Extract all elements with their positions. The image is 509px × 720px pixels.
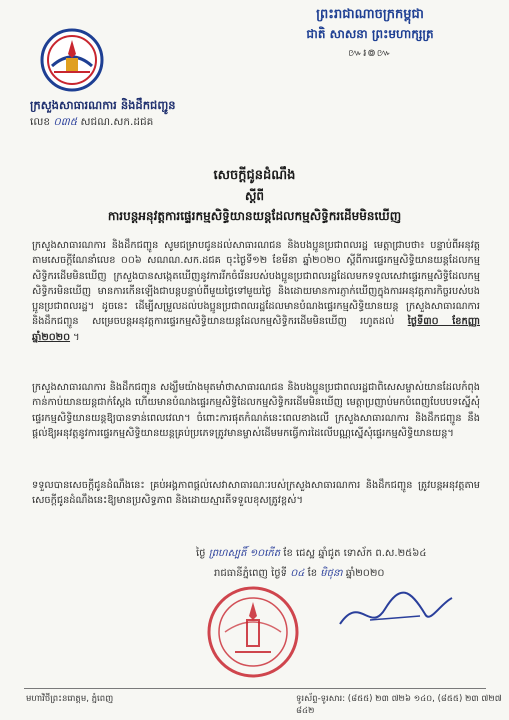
reference-number xyxy=(30,116,153,131)
solar-year: ឆ្នាំ២០២០ xyxy=(345,568,385,579)
p1-text: ក្រសួងសាធារណការ និងដឹកជញ្ជូន សូមជម្រាបជូនដល់សាធារណជន និងបងប្អូនប្រជាពលរដ្ឋ មេត្តាជ្រាបថា៖ បន្ទាប់ពីអនុវត្តតាមសេចក្តីណែនាំលេខ ០០៦ សណណ.សក.ដជគ ចុះថ្ងៃទី១២ ខែមីនា ឆ្នាំ២០២០ ស្តីពីការផ្ទេរកម្មសិទ្ធិយានយន្តដែលកម្មសិទ្ធិករដើមមិនឃើញ ក្រសួងបានសង្កេតឃើញនូវការរីកចំរើនរបស់បងប្អូនប្រជាពលរដ្ឋដែលមកទទួលសេវាផ្ទេរកម្មសិទ្ធិដែលកម្មសិទ្ធិករមិនឃើញ មានការកើនឡើងជាបន្តបន្ទាប់ពីមួយថ្ងៃទៅមួយថ្ងៃ និងដោយមានការភ្ញាក់ឃើញក្នុងការអនុវត្តភារកិច្ចរបស់បងប្អូនប្រជាពលរដ្ឋ។ ដូចនេះ ដើម្បីសម្រួលដល់បងប្អូនប្រជាពលរដ្ឋដែលមានបំណងផ្ទេរកម្មសិទ្ធិយានយន្ត ក្រសួងសាធារណការ និងដឹកជញ្ជូន សម្រេចបន្តអនុវត្តការផ្ទេរកម្មសិទ្ធិយានយន្តដែលកម្មសិទ្ធិករដើមមិនឃើញ រហូតដល់ xyxy=(32,240,480,328)
ref-prefix: លេខ xyxy=(30,116,50,128)
notice-subject: ការបន្តអនុវត្តការផ្ទេរកម្មសិទ្ធិយានយន្តដែលកម្មសិទ្ធិករដើមមិនឃើញ xyxy=(107,209,402,223)
solar-date xyxy=(214,566,494,581)
header-ornament: ៚៛៙៚ xyxy=(348,48,392,59)
kingdom-title: ព្រះរាជាណាចក្រកម្ពុជា xyxy=(316,7,424,22)
body-paragraph-3: ទទួលបានសេចក្តីជូនដំណឹងនេះ គ្រប់អង្គភាពផ្តល់សេវាសាធារណៈរបស់ក្រសួងសាធារណការ និងដឹកជញ្ជូន ត្រូវបន្តអនុវត្តតាមសេចក្តីជូនដំណឹងនេះឱ្យមានប្រសិទ្ធភាព និងដោយស្មារតីទទួលខុសត្រូវខ្ពស់។ xyxy=(32,480,480,507)
footer-address: មហាវិថីព្រះនរោត្តម, ភ្នំពេញ xyxy=(26,694,114,704)
solar-month: មិថុនា xyxy=(320,568,343,579)
official-stamp-icon xyxy=(205,582,340,680)
solar-day: ០៤ xyxy=(290,568,305,579)
solar-month-prefix: ខែ xyxy=(307,568,318,579)
ref-number-handwritten: ០៣៥ xyxy=(53,116,78,128)
deadline-date: ថ្ងៃទី៣០ ខែកញ្ញា ឆ្នាំ២០២០ xyxy=(32,316,480,343)
lunar-prefix: ថ្ងៃ xyxy=(196,548,206,559)
body-paragraph-1 xyxy=(32,238,480,376)
p1-end: ។ xyxy=(73,331,80,343)
footer-phone: ទូរស័ព្ទ-ទូរសារ: (៨៥៥) ២៣ ៧២៦ ១៤០, (៨៥៥) ២៣ ៧២៧ ៨៤២ xyxy=(296,694,502,716)
ministry-logo-icon xyxy=(40,28,104,92)
body-paragraph-2: ក្រសួងសាធារណការ និងដឹកជញ្ជូន សង្ឃឹមយ៉ាងមុតមាំថាសាធារណជន និងបងប្អូនប្រជាពលរដ្ឋជាពិសេសម្ចាស់យានដែលកំពុងកាន់កាប់យានយន្តជាក់ស្តែង ហើយមានបំណងផ្ទេរកម្មសិទ្ធិដែលកម្មសិទ្ធិករដើមមិនឃើញ មេត្តាប្រញាប់មកបំពេញបែបបទស្នើសុំផ្ទេរកម្មសិទ្ធិយានយន្តឱ្យបានទាន់ពេលវេលា។ ចំពោះការផុតកំណត់នេះពេលខាងលើ ក្រសួងសាធារណការ និងដឹកជញ្ជូន នឹងផ្តល់ឱ្យអនុវត្តនូវការផ្ទេរកម្មសិទ្ធិយានយន្តគ្រប់ប្រភេទត្រូវមានម្ចាស់ដើមមកធ្វើការដៃលើបណ្ណស្នើសុំផ្ទេរកម្មសិទ្ធិយានយន្ត។ xyxy=(32,382,480,439)
lunar-date xyxy=(196,546,486,561)
footer-divider xyxy=(24,688,486,689)
national-motto: ជាតិ សាសនា ព្រះមហាក្សត្រ xyxy=(306,27,434,41)
lunar-rest: ខែ ជេស្ឋ ឆ្នាំជូត ទោស័ក ព.ស.២៥៦៤ xyxy=(283,548,427,559)
notice-subject-label: ស្តីពី xyxy=(244,189,265,203)
solar-place: រាជធានីភ្នំពេញ ថ្ងៃទី xyxy=(214,568,288,579)
ref-suffix: សជណ.សក.ដជគ xyxy=(80,116,154,128)
ministry-name: ក្រសួងសាធារណការ និងដឹកជញ្ជូន xyxy=(30,98,176,112)
notice-title: សេចក្តីជូនដំណឹង xyxy=(213,168,296,183)
lunar-handwritten: ព្រហស្បតិ៍ ១០កើត xyxy=(208,548,281,559)
signature-icon xyxy=(330,584,460,644)
